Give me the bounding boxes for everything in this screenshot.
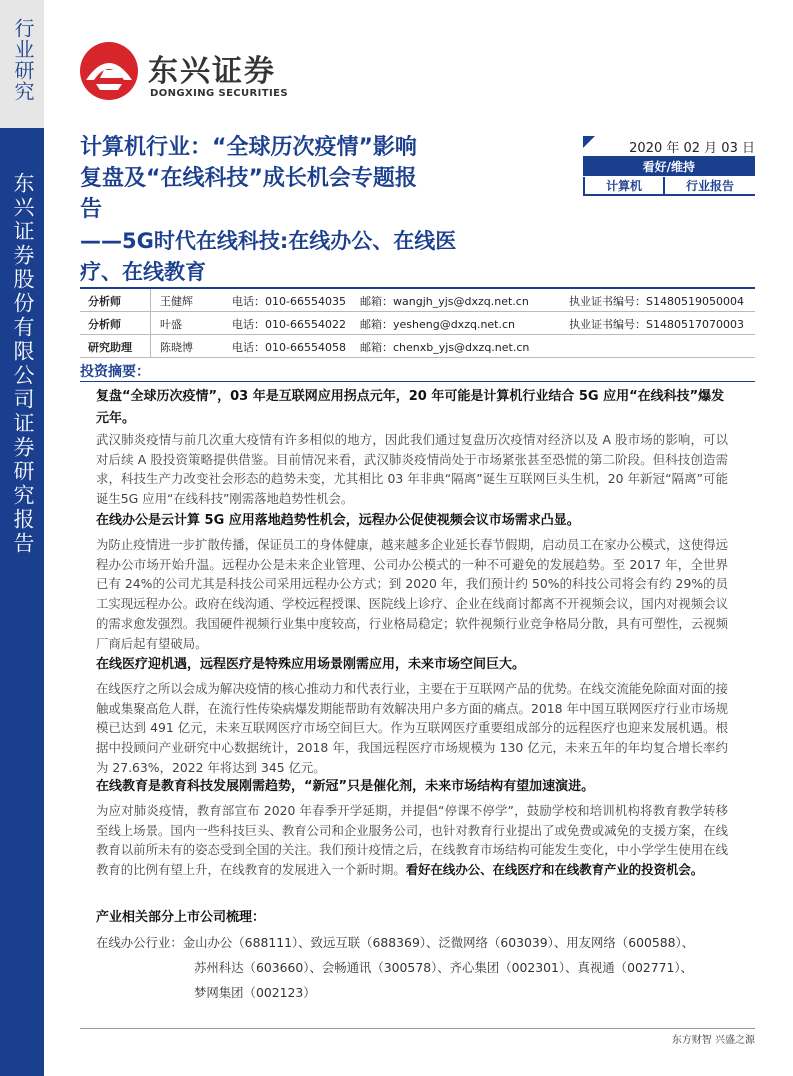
- stocks-section-title: 产业相关部分上市公司梳理：: [96, 910, 266, 925]
- report-title-line-2: 复盘及“在线科技”成长机会专题报: [80, 166, 417, 191]
- summary-paragraph-1: 武汉肺炎疫情与前几次重大疫情有许多相似的地方，因此我们通过复盘历次疫情对经济以及 A 股市场的影响，可以对后续 A 股投资策略提供借鉴。目前情况来看，武汉肺炎疫情尚处于市场紧张甚至恐慌的第二阶段。但科技创造需求，科技生产力改变社会形态的趋势未变，尤其相比 03 年非典“隔离”诞生互联网巨头生机，20 年新冠“隔离”可能诞生5G 应用“在线科技”刚需落地趋势性机会。: [96, 432, 728, 507]
- summary-divider: [80, 381, 755, 382]
- analyst-row: [80, 287, 755, 311]
- analyst-email: 邮箱：wangjh_yjs@dxzq.net.cn: [360, 295, 529, 308]
- summary-headline-1: 复盘“全球历次疫情”，03 年是互联网应用拐点元年，20 年可能是计算机行业结合 5G 应用“在线科技”爆发元年。: [96, 389, 725, 426]
- analyst-email: 邮箱：yesheng@dxzq.net.cn: [360, 318, 516, 331]
- stocks-line-2: 苏州科达（603660）、会畅通讯（300578）、齐心集团（002301）、真视通（002771）、: [194, 960, 693, 975]
- summary-header: 投资摘要：: [80, 364, 150, 380]
- sidebar-company-label: 东兴证券股份有限公司证券研究报告: [11, 172, 35, 556]
- summary-paragraph-3: 在线医疗之所以会成为解决疫情的核心推动力和代表行业，主要在于互联网产品的优势。在线交流能免除面对面的接触或集聚高危人群，在流行性传染病爆发期能帮助有效解决用户多方面的痛点。2018 年中国互联网医疗行业市场规模已达到 491 亿元，未来互联网医疗市场空间巨大。作为互联网医疗重要组成部分的远程医疗也迎来发展机遇。根据中投顾问产业研究中心数据统计，2018 年，我国远程医疗市场规模为 130 亿元，未来五年的年均复合增长率约为 27.63%，2022 年将达到 345 亿元。: [96, 681, 728, 775]
- summary-headline-3: 在线医疗迎机遇，远程医疗是特殊应用场景刚需应用，未来市场空间巨大。: [96, 657, 526, 672]
- report-tags: [583, 177, 755, 196]
- summary-headline-4: 在线教育是教育科技发展刚需趋势，“新冠”只是催化剂，未来市场结构有望加速演进。: [96, 779, 595, 794]
- rating-badge: 看好/维持: [583, 158, 755, 176]
- logo-english-name: DONGXING SECURITIES: [150, 88, 288, 99]
- corner-triangle-icon: [583, 136, 595, 148]
- report-type-tag: 行业报告: [663, 177, 755, 196]
- analyst-name: 叶盛: [160, 318, 182, 331]
- analyst-role: 分析师: [88, 318, 121, 331]
- analyst-phone: 电话：010-66554022: [232, 318, 346, 331]
- footer-slogan: 东方财智 兴盛之源: [671, 1035, 755, 1046]
- analyst-role: 研究助理: [88, 341, 132, 354]
- industry-tag: 计算机: [583, 177, 663, 196]
- summary-headline-2: 在线办公是云计算 5G 应用落地趋势性机会，远程办公促使视频会议市场需求凸显。: [96, 513, 580, 528]
- analyst-table: [80, 287, 755, 358]
- analyst-name: 陈晓博: [160, 341, 193, 354]
- report-subtitle-line-1: ——5G时代在线科技:在线办公、在线医: [80, 229, 457, 253]
- report-title-line-1: 计算机行业：“全球历次疫情”影响: [80, 135, 417, 160]
- paragraph-4-text: 为应对肺炎疫情，教育部宣布 2020 年春季开学延期，并提倡“停课不停学”，鼓励学校和培训机构将教育教学转移至线上场景。国内一些科技巨头、教育公司和企业服务公司，也针对教育行业提出了或免费或减免的支援方案，在线教育以前所未有的姿态受到全国的关注。我们预计疫情之后，在线教育市场结构可能发生变化，中小学学生使用在线教育的比例有望上升，在线教育的发展进入一个新时期。: [96, 803, 728, 878]
- analyst-role: 分析师: [88, 295, 121, 308]
- stocks-line-1: 在线办公行业：金山办公（688111）、致远互联（688369）、泛微网络（603039）、用友网络（600588）、: [96, 935, 695, 950]
- company-logo-icon: [78, 40, 140, 102]
- report-title-line-3: 告: [80, 197, 103, 222]
- summary-paragraph-2: 为防止疫情进一步扩散传播，保证员工的身体健康，越来越多企业延长春节假期，启动员工在家办公模式，这使得远程办公市场开始升温。远程办公是未来企业管理、公司办公模式的一种不可避免的发展趋势。至 2017 年，全世界已有 24%的公司尤其是科技公司采用远程办公方式；到 2020 年，我们预计约 50%的科技公司将会有约 29%的员工实现远程办公。政府在线沟通、学校远程授课、医院线上诊疗、企业在线商讨都离不开视频会议，国内对视频会议的需求愈发强烈。我国硬件视频行业集中度较高，行业格局稳定；软件视频行业竞争格局分散，具有可塑性，云视频厂商后起有望破局。: [96, 537, 728, 651]
- sidebar-category-label: 行业研究: [11, 18, 35, 102]
- analyst-row: [80, 311, 755, 334]
- footer-divider: [80, 1028, 755, 1029]
- report-subtitle-line-2: 疗、在线教育: [80, 260, 206, 284]
- paragraph-4-conclusion: 看好在线办公、在线医疗和在线教育产业的投资机会。: [405, 862, 704, 878]
- analyst-cert: 执业证书编号：S1480519050004: [569, 295, 744, 308]
- summary-paragraph-4: [96, 801, 728, 880]
- analyst-email: 邮箱：chenxb_yjs@dxzq.net.cn: [360, 341, 530, 354]
- analyst-name: 王健辉: [160, 295, 193, 308]
- analyst-row: [80, 334, 755, 358]
- report-date: 2020 年 02 月 03 日: [629, 141, 755, 156]
- analyst-cert: 执业证书编号：S1480517070003: [569, 318, 744, 331]
- stocks-line-3: 梦网集团（002123）: [194, 985, 316, 1000]
- logo-chinese-name: 东兴证券: [148, 54, 276, 89]
- analyst-phone: 电话：010-66554058: [232, 341, 346, 354]
- analyst-phone: 电话：010-66554035: [232, 295, 346, 308]
